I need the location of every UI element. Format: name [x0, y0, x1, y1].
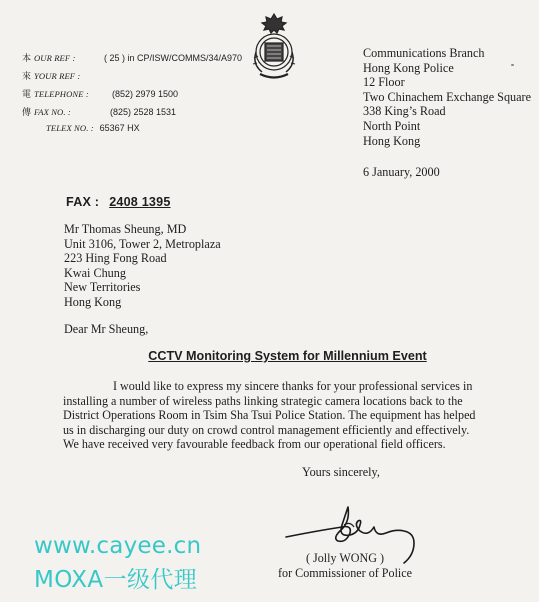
recipient-line: Unit 3106, Tower 2, Metroplaza	[64, 236, 221, 251]
closing: Yours sincerely,	[302, 465, 380, 479]
our-ref-row	[22, 51, 252, 69]
fax-label: FAX :	[66, 195, 100, 209]
recipient-line: Mr Thomas Sheung, MD	[64, 222, 187, 236]
address-line: 338 King’s Road	[363, 104, 446, 119]
telex-value: 65367 HX	[99, 123, 140, 133]
fax-no-cn: 傳	[22, 108, 32, 118]
fax-no-value: (825) 2528 1531	[110, 107, 177, 117]
signer-name: ( Jolly WONG )	[306, 551, 385, 565]
telex-row	[22, 123, 252, 141]
reference-block	[22, 51, 252, 141]
body-line: We have received very favourable feedback from our operational field officers.	[63, 437, 446, 452]
fax-heading	[66, 195, 171, 209]
subject-heading: CCTV Monitoring System for Millennium Event	[148, 349, 427, 363]
police-crest-icon	[248, 12, 300, 82]
letter-date: 6 January, 2000	[363, 165, 440, 179]
address-line: Communications Branch	[363, 46, 485, 60]
our-ref-label: OUR REF :	[34, 53, 76, 63]
telephone-label: TELEPHONE :	[34, 89, 89, 99]
our-ref-cn: 本	[22, 54, 32, 64]
sender-address	[363, 46, 531, 148]
recipient-line: New Territories	[64, 280, 141, 295]
your-ref-row	[22, 69, 252, 87]
signer-title: for Commissioner of Police	[278, 566, 413, 580]
recipient-line: Kwai Chung	[64, 265, 126, 280]
telephone-row	[22, 87, 252, 105]
fax-number: 2408 1395	[109, 195, 171, 209]
address-line: Hong Kong	[363, 133, 421, 148]
letter-body	[63, 379, 503, 452]
fax-no-label: FAX NO. :	[34, 107, 71, 117]
speck	[511, 64, 514, 66]
body-line: I would like to express my sincere thanks for your professional services in	[113, 379, 473, 393]
telephone-value: (852) 2979 1500	[112, 89, 179, 99]
body-line: District Operations Room in Tsim Sha Tsui Police Station. The equipment has helped	[63, 408, 476, 423]
our-ref-value: ( 25 ) in CP/ISW/COMMS/34/A970	[104, 53, 243, 63]
body-line: installing a number of wireless paths linking strategic camera locations back to the	[63, 393, 463, 408]
telex-label: TELEX NO. :	[46, 123, 94, 133]
salutation: Dear Mr Sheung,	[64, 322, 149, 336]
your-ref-label: YOUR REF :	[34, 71, 81, 81]
body-line: us in discharging our duty on crowd control management efficiently and effectively.	[63, 422, 470, 437]
fax-no-row	[22, 105, 252, 123]
recipient-line: 223 Hing Fong Road	[64, 251, 167, 266]
watermark-url: www.cayee.cn	[34, 533, 202, 559]
recipient-line: Hong Kong	[64, 294, 122, 309]
address-line: 12 Floor	[363, 75, 405, 90]
telephone-cn: 電	[22, 90, 32, 100]
address-line: Two Chinachem Exchange Square	[363, 89, 532, 104]
address-line: Hong Kong Police	[363, 60, 454, 75]
recipient-address	[64, 222, 221, 310]
watermark-text: MOXA一级代理	[34, 567, 198, 593]
address-line: North Point	[363, 118, 421, 133]
your-ref-cn: 來	[22, 72, 32, 82]
